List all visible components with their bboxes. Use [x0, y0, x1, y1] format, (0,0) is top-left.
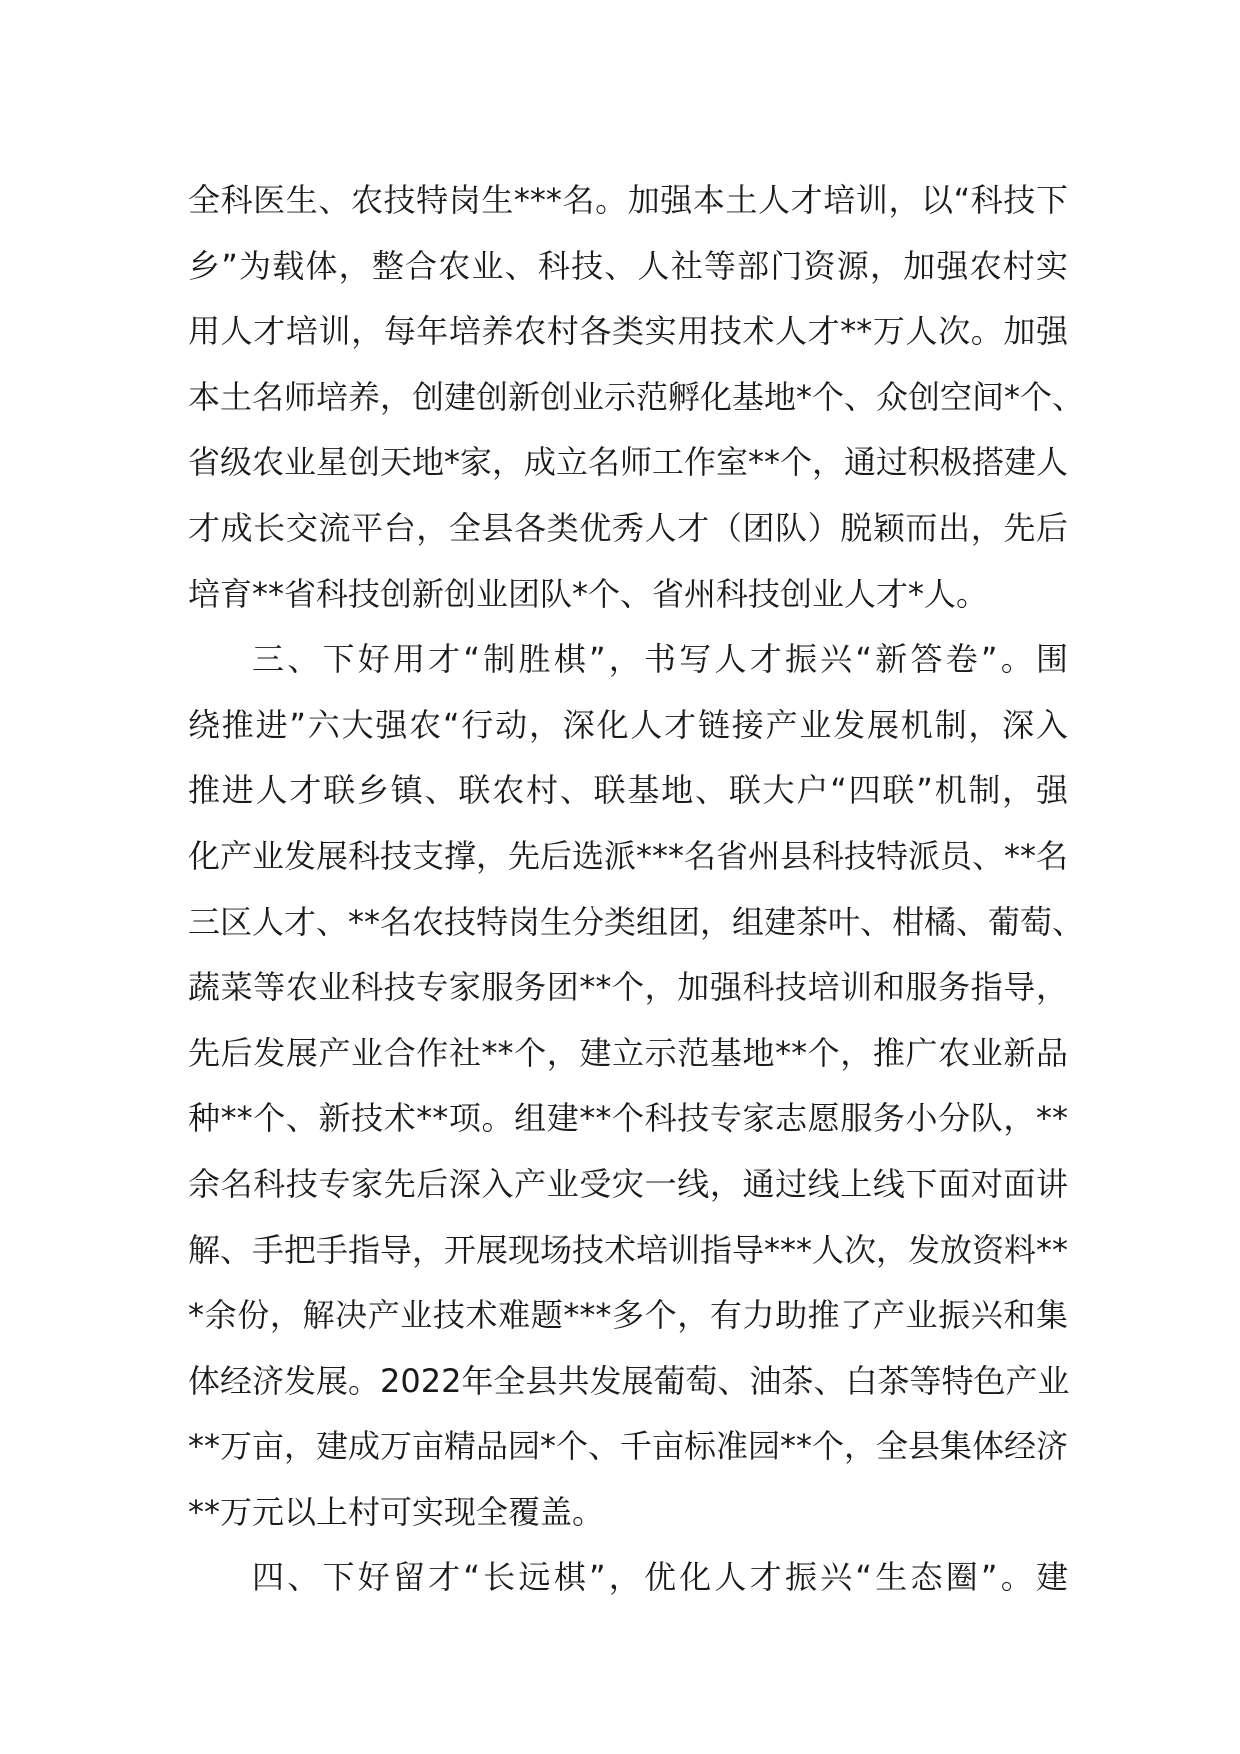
text-line: 化产业发展科技支撑，先后选派***名省州县科技特派员、**名	[188, 836, 1069, 875]
text-line: 三区人才、**名农技特岗生分类组团，组建茶叶、柑橘、葡萄、	[188, 902, 1085, 941]
section-heading-line: 四、下好留才“长远棋”，优化人才振兴“生态圈”。建	[252, 1558, 1068, 1597]
text-line: 先后发展产业合作社**个，建立示范基地**个，推广农业新品	[188, 1033, 1068, 1072]
text-line: 余名科技专家先后深入产业受灾一线，通过线上线下面对面讲	[188, 1164, 1068, 1203]
text-line: **万元以上村可实现全覆盖。	[188, 1492, 605, 1531]
text-line: 本土名师培养，创建创新创业示范孵化基地*个、众创空间*个、	[188, 377, 1085, 416]
section-heading-line: 三、下好用才“制胜棋”，书写人才振兴“新答卷”。围	[252, 640, 1068, 679]
text-line: 绕推进”六大强农“行动，深化人才链接产业发展机制，深入	[188, 705, 1068, 744]
text-line: 推进人才联乡镇、联农村、联基地、联大户“四联”机制，强	[188, 771, 1068, 810]
text-line: 蔬菜等农业科技专家服务团**个，加强科技培训和服务指导，	[188, 968, 1068, 1007]
text-line: 乡”为载体，整合农业、科技、人社等部门资源，加强农村实	[188, 246, 1068, 285]
text-line: **万亩，建成万亩精品园*个、千亩标准园**个，全县集体经济	[188, 1427, 1069, 1466]
text-line: 种**个、新技术**项。组建**个科技专家志愿服务小分队，**	[188, 1099, 1068, 1138]
text-line: *余份，解决产业技术难题***多个，有力助推了产业振兴和集	[188, 1296, 1068, 1335]
text-line: 培育**省科技创新创业团队*个、省州科技创业人才*人。	[188, 574, 989, 613]
text-line: 用人才培训，每年培养农村各类实用技术人才**万人次。加强	[188, 312, 1068, 351]
text-line: 省级农业星创天地*家，成立名师工作室**个，通过积极搭建人	[188, 443, 1069, 482]
text-line: 解、手把手指导，开展现场技术培训指导***人次，发放资料**	[188, 1230, 1069, 1269]
text-line: 全科医生、农技特岗生***名。加强本土人才培训，以“科技下	[188, 181, 1068, 219]
text-line: 才成长交流平台，全县各类优秀人才（团队）脱颖而出，先后	[188, 508, 1068, 547]
text-line: 体经济发展。2022年全县共发展葡萄、油茶、白茶等特色产业	[188, 1361, 1070, 1400]
body-text	[188, 168, 1085, 1611]
